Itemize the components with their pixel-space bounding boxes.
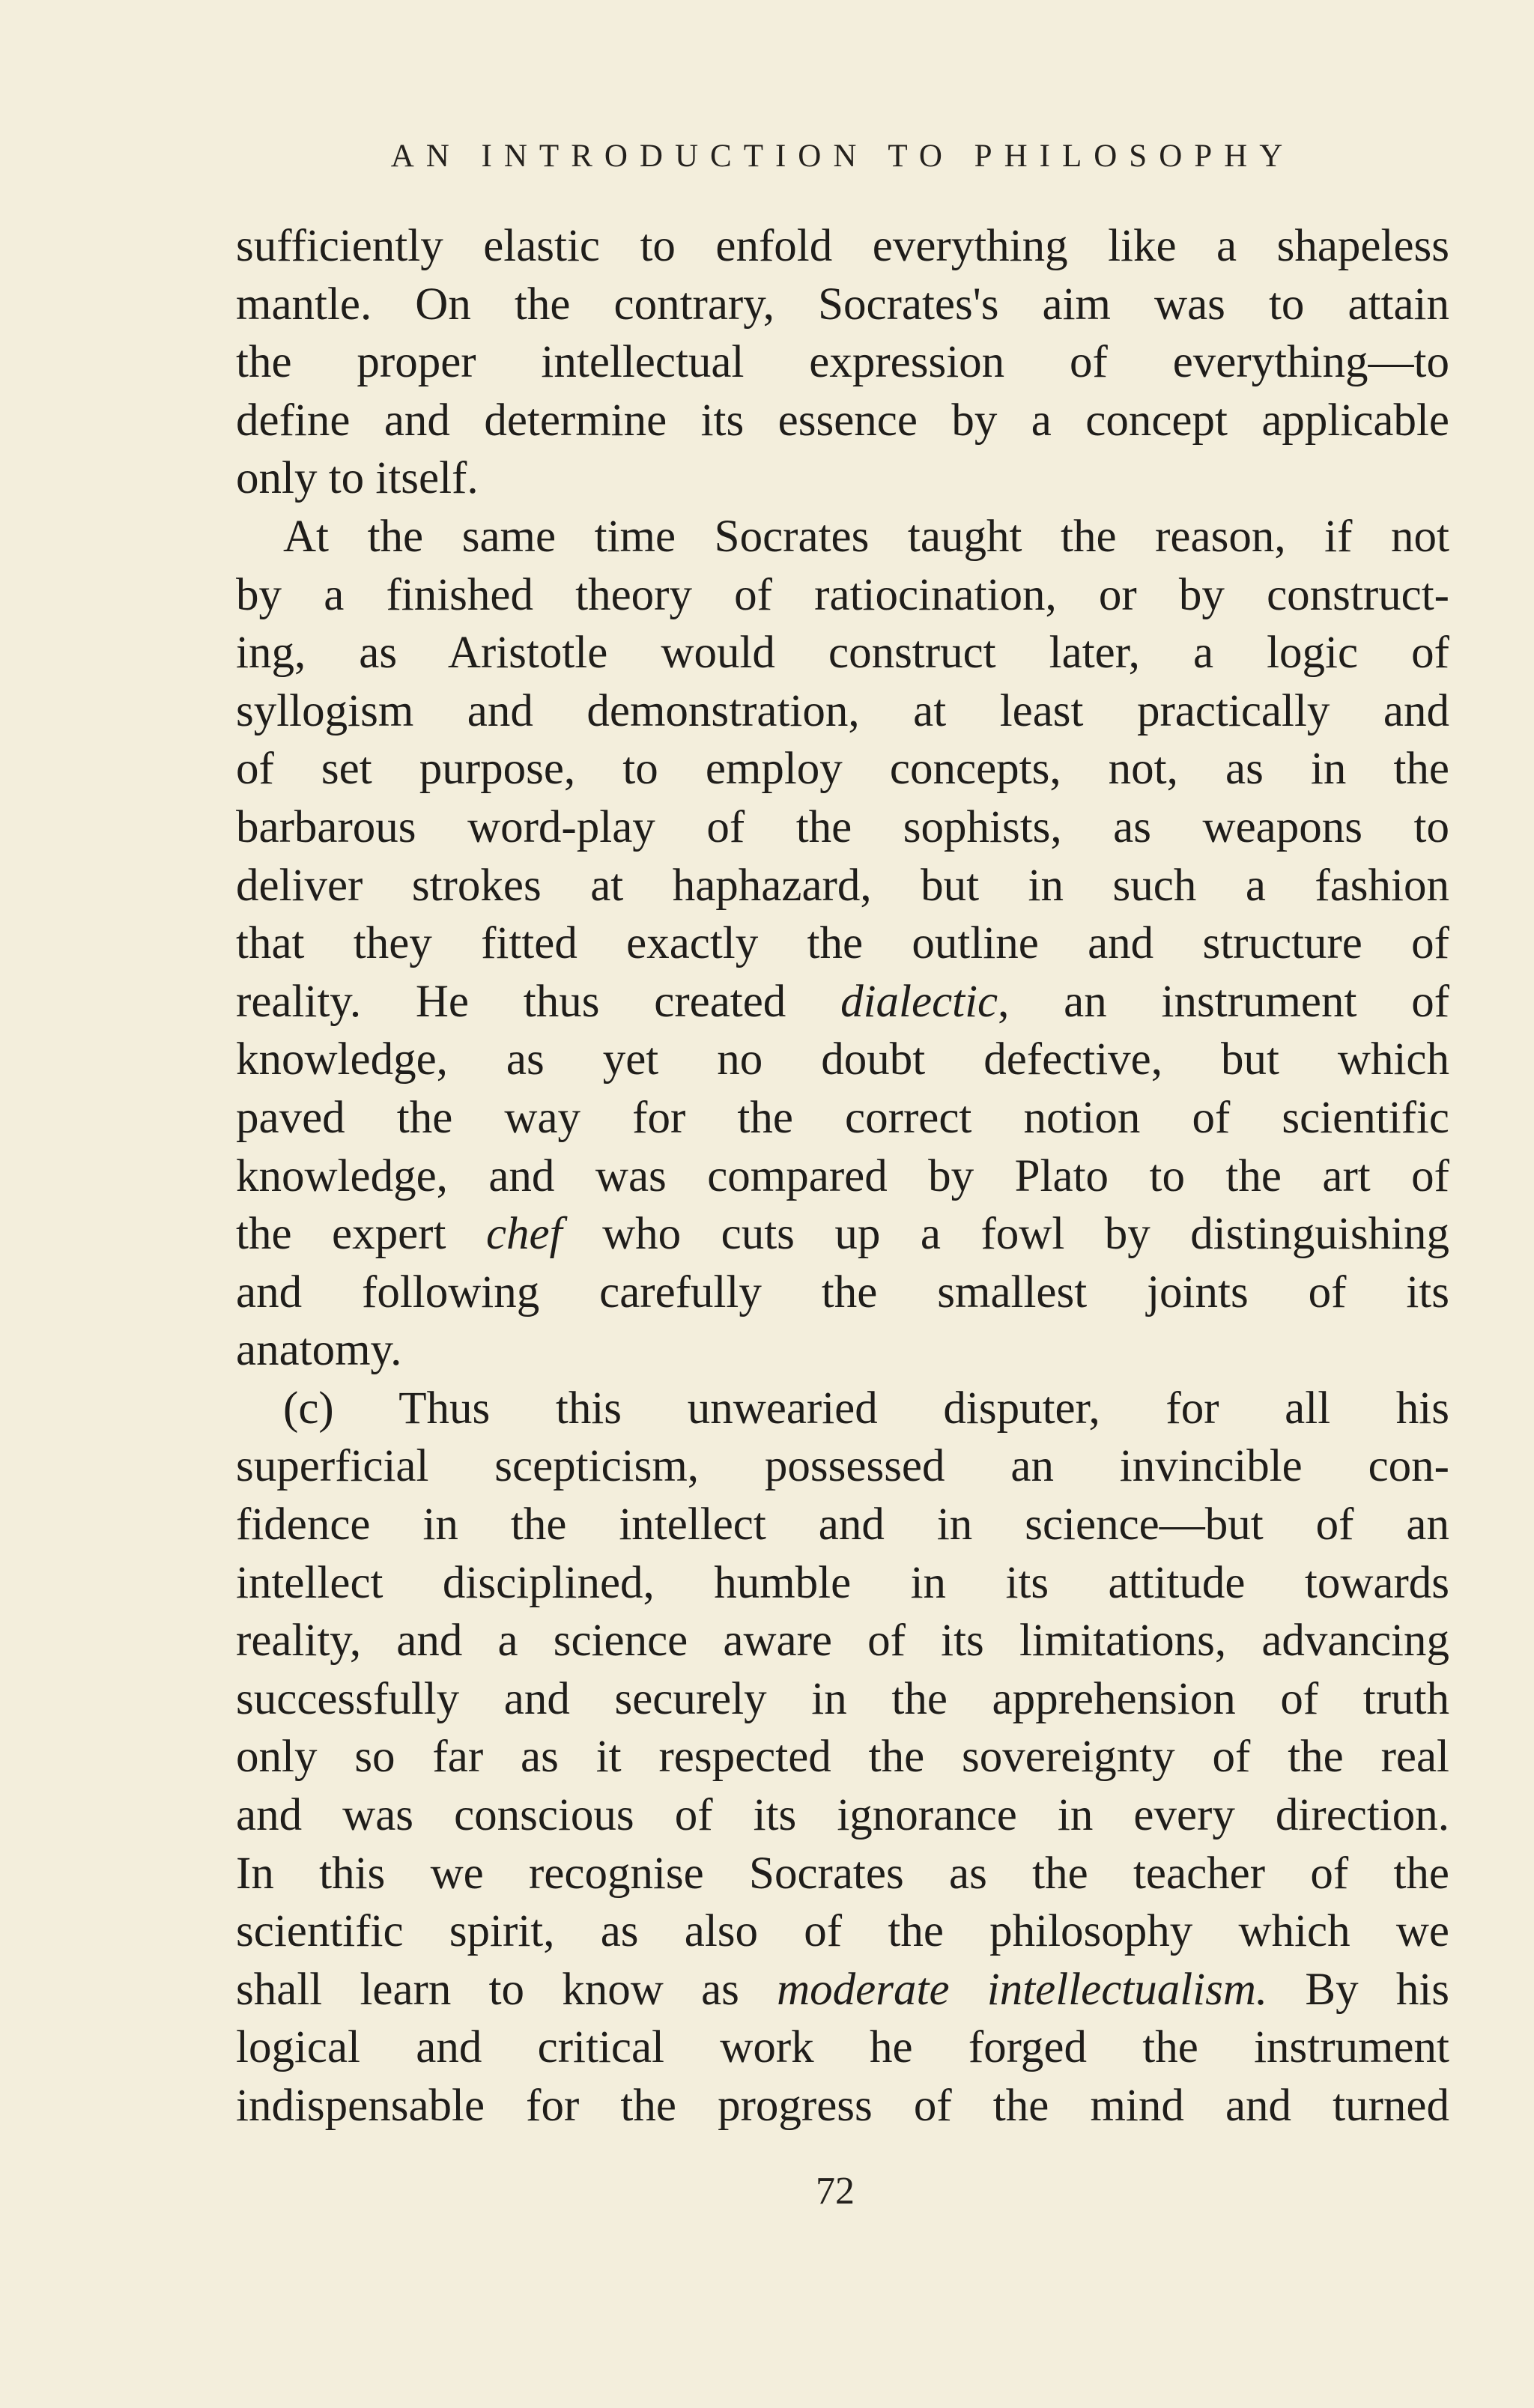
running-head: AN INTRODUCTION TO PHILOSOPHY (390, 139, 1295, 174)
line-text: By his (1267, 1964, 1449, 2015)
text-line: In this we recognise Socrates as the teacher of the (236, 1848, 1449, 1899)
text-line: sufficiently elastic to enfold everything like a shapeless (236, 221, 1449, 271)
line-text: who cuts up a fowl by distinguishing (562, 1209, 1449, 1260)
line-text: , an instrument of (998, 976, 1449, 1027)
text-line: reality, and a science aware of its limitations, advancing (236, 1616, 1449, 1667)
emphasis-dialectic: dialectic (840, 976, 998, 1027)
page-number: 72 (816, 2170, 855, 2213)
line-text: reality. He thus created (236, 976, 841, 1027)
text-line: knowledge, and was compared by Plato to the art of (236, 1150, 1449, 1201)
body-text (236, 217, 1449, 2135)
emphasis-moderate-intellectualism: moderate intellectualism. (777, 1964, 1268, 2015)
text-line: At the same time Socrates taught the reason, if not (283, 511, 1449, 562)
text-line: of set purpose, to employ concepts, not, as in the (236, 744, 1449, 795)
line-text: shall learn to know as (236, 1964, 777, 2015)
text-line: barbarous word-play of the sophists, as weapons to (236, 801, 1449, 852)
text-line: paved the way for the correct notion of scientific (236, 1092, 1449, 1143)
text-line: superficial scepticism, possessed an invincible con- (236, 1441, 1449, 1492)
text-line (236, 973, 1449, 1031)
text-line: scientific spirit, as also of the philosophy which we (236, 1906, 1449, 1957)
emphasis-chef: chef (485, 1209, 563, 1260)
text-line: mantle. On the contrary, Socrates's aim was to attain (236, 279, 1449, 330)
text-line: the proper intellectual expression of everything—to (236, 337, 1449, 388)
text-line: knowledge, as yet no doubt defective, but which (236, 1034, 1449, 1085)
text-line: that they fitted exactly the outline and structure of (236, 918, 1449, 969)
text-line: successfully and securely in the apprehension of truth (236, 1673, 1449, 1724)
text-line: anatomy. (236, 1325, 402, 1376)
text-line: indispensable for the progress of the mind and turned (236, 2081, 1449, 2131)
text-line: logical and critical work he forged the instrument (236, 2022, 1449, 2073)
text-line: deliver strokes at haphazard, but in such a fashion (236, 860, 1449, 911)
text-line: define and determine its essence by a concept applicable (236, 395, 1449, 446)
text-line: (c) Thus this unwearied disputer, for all his (283, 1383, 1449, 1434)
text-line: and was conscious of its ignorance in every direction. (236, 1790, 1449, 1841)
line-text: the expert (236, 1209, 486, 1260)
text-line: fidence in the intellect and in science—but of an (236, 1499, 1449, 1550)
text-line (236, 1205, 1449, 1264)
text-line: only to itself. (236, 453, 479, 504)
text-line: only so far as it respected the sovereignty of the real (236, 1732, 1449, 1783)
text-line (236, 1961, 1449, 2019)
text-line: syllogism and demonstration, at least practically and (236, 685, 1449, 736)
text-line: by a finished theory of ratiocination, or by construct- (236, 569, 1449, 620)
text-line: and following carefully the smallest joints of its (236, 1267, 1449, 1317)
text-line: intellect disciplined, humble in its attitude towards (236, 1557, 1449, 1608)
text-line: ing, as Aristotle would construct later, a logic of (236, 628, 1449, 679)
